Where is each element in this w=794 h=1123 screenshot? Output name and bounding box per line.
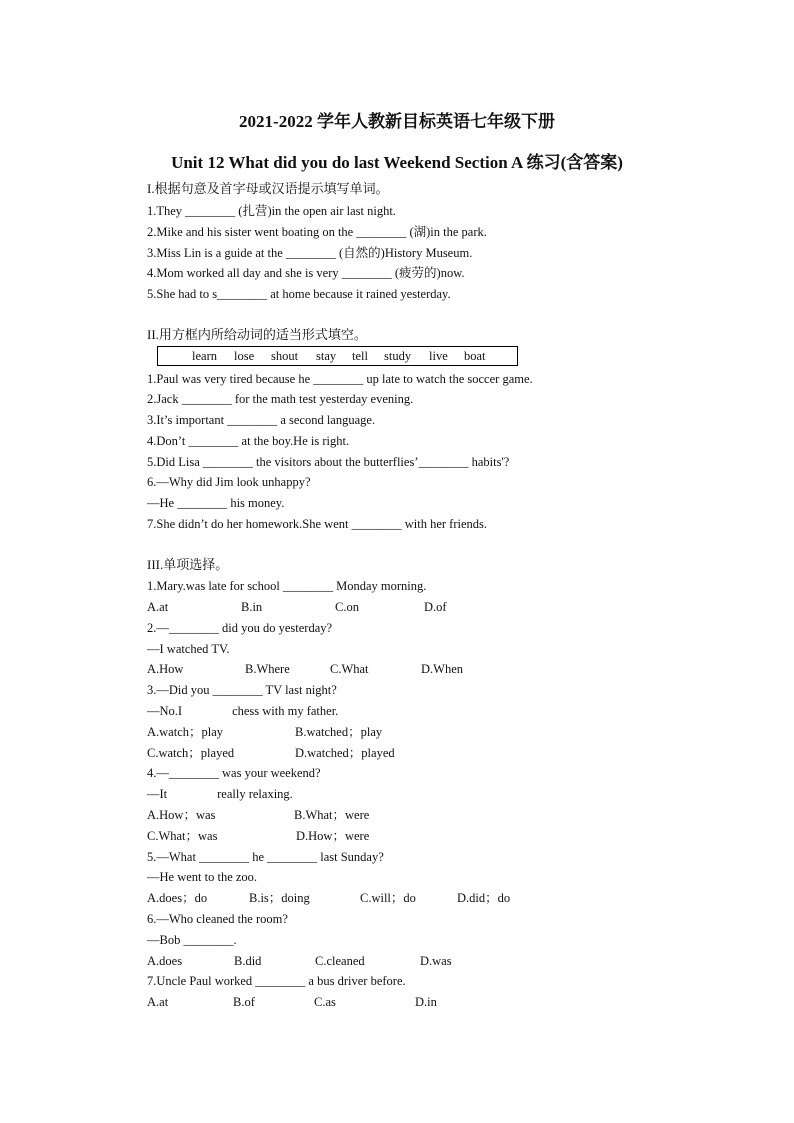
section2-item-7: 7.She didn’t do her homework.She went ________ with her friends. [147, 517, 487, 531]
word-box-item: boat [464, 349, 486, 363]
section2-item-3: 3.It’s important ________ a second language. [147, 413, 376, 427]
word-box-item: shout [271, 349, 299, 363]
section1-item-1: 1.They ________ (扎营)in the open air last night. [147, 204, 396, 218]
option: B.of [233, 995, 255, 1009]
section1-heading: I.根据句意及首字母或汉语提示填写单词。 [147, 181, 389, 196]
question-5: 5.—What ________ he ________ last Sunday? [147, 850, 384, 864]
question-3-options-c-d [147, 745, 547, 761]
option: D.was [420, 954, 452, 968]
section2-item-4: 4.Don’t ________ at the boy.He is right. [147, 434, 350, 448]
option: B.did [234, 954, 262, 968]
option: B.in [241, 600, 263, 614]
option: B.What；were [294, 808, 370, 822]
page-title: 2021-2022 学年人教新目标英语七年级下册 [239, 112, 555, 131]
question-3-options-a-b [147, 724, 547, 740]
section2-item-5: 5.Did Lisa ________ the visitors about the butterflies’________ habits'? [147, 455, 510, 469]
word-box-item: study [384, 349, 412, 363]
option: A.watch；play [147, 725, 224, 739]
option: C.will；do [360, 891, 416, 905]
option: A.does [147, 954, 183, 968]
section2-heading: II.用方框内所给动词的适当形式填空。 [147, 327, 367, 342]
option: C.What [330, 662, 369, 676]
question-2: 2.—________ did you do yesterday? [147, 621, 333, 635]
section1-item-4: 4.Mom worked all day and she is very ________ (疲劳的)now. [147, 266, 465, 280]
option: D.in [415, 995, 437, 1009]
question-1-options [147, 599, 547, 615]
word-box-item: lose [234, 349, 255, 363]
option: A.How [147, 662, 184, 676]
option: D.How；were [296, 829, 370, 843]
option: A.How；was [147, 808, 216, 822]
section2-item-2: 2.Jack ________ for the math test yesterday evening. [147, 392, 414, 406]
question-1: 1.Mary.was late for school ________ Monday morning. [147, 579, 427, 593]
section2-item-6-reply: —He ________ his money. [147, 496, 285, 510]
option: C.What；was [147, 829, 218, 843]
question-6: 6.—Who cleaned the room? [147, 912, 288, 926]
option: A.does；do [147, 891, 208, 905]
question-3-reply: —No.I chess with my father. [147, 704, 339, 718]
section1-item-5: 5.She had to s________ at home because it rained yesterday. [147, 287, 451, 301]
option: C.watch；played [147, 746, 235, 760]
word-box-item: live [429, 349, 448, 363]
option: C.as [314, 995, 336, 1009]
question-4-options-a-b [147, 807, 547, 823]
option: D.watched；played [295, 746, 395, 760]
section1-item-2: 2.Mike and his sister went boating on the ________ (湖)in the park. [147, 225, 487, 239]
question-7: 7.Uncle Paul worked ________ a bus driver before. [147, 974, 406, 988]
question-2-options [147, 661, 547, 677]
option: C.on [335, 600, 359, 614]
option: D.When [421, 662, 463, 676]
question-7-options [147, 994, 547, 1010]
word-box-item: learn [192, 349, 217, 363]
option: B.watched；play [295, 725, 383, 739]
option: B.is；doing [249, 891, 310, 905]
option: D.did；do [457, 891, 511, 905]
question-4-reply: —It really relaxing. [147, 787, 293, 801]
section3-heading: III.单项选择。 [147, 557, 229, 572]
question-4-options-c-d [147, 828, 547, 844]
page-subtitle: Unit 12 What did you do last Weekend Section A 练习(含答案) [171, 153, 623, 172]
option: A.at [147, 600, 169, 614]
option: B.Where [245, 662, 290, 676]
question-5-reply: —He went to the zoo. [147, 870, 258, 884]
section2-item-6: 6.—Why did Jim look unhappy? [147, 475, 311, 489]
option: C.cleaned [315, 954, 365, 968]
word-box-item: stay [316, 349, 337, 363]
word-box-item: tell [352, 349, 368, 363]
question-4: 4.—________ was your weekend? [147, 766, 321, 780]
option: A.at [147, 995, 169, 1009]
question-5-options [147, 890, 567, 906]
question-6-reply: —Bob ________. [147, 933, 237, 947]
section1-item-3: 3.Miss Lin is a guide at the ________ (自然的)History Museum. [147, 246, 473, 260]
question-2-reply: —I watched TV. [147, 642, 230, 656]
question-6-options [147, 953, 547, 969]
word-box [157, 346, 518, 366]
question-3: 3.—Did you ________ TV last night? [147, 683, 337, 697]
option: D.of [424, 600, 447, 614]
section2-item-1: 1.Paul was very tired because he ________ up late to watch the soccer game. [147, 372, 533, 386]
